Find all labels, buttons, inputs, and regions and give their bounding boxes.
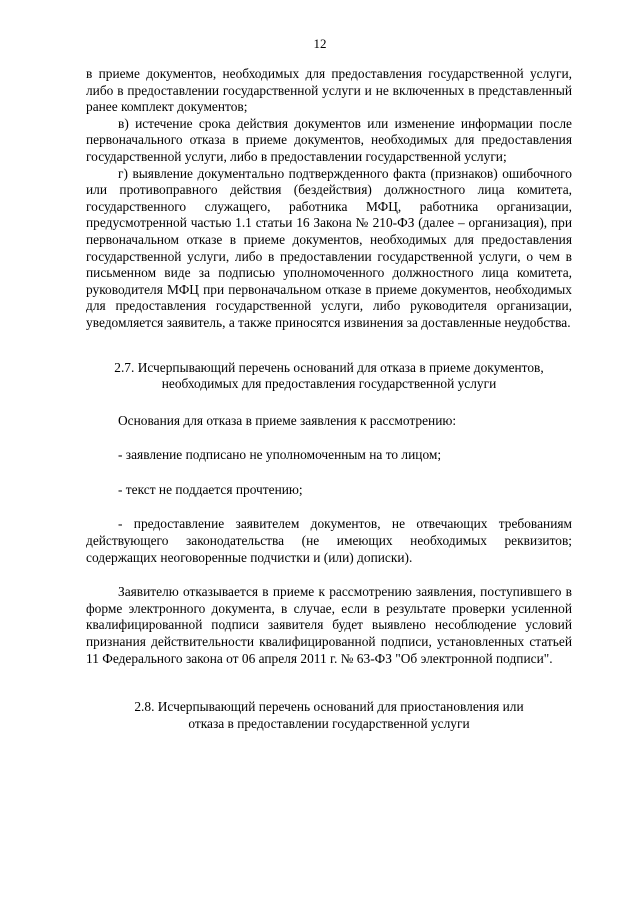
document-body <box>86 66 572 732</box>
section-2-8-title: 2.8. Исчерпывающий перечень оснований для приостановления или отказа в предоставлении государственной услуги <box>134 699 524 731</box>
section-2-7-title: 2.7. Исчерпывающий перечень оснований для отказа в приеме документов, необходимых для предоставления государственной услуги <box>114 359 544 392</box>
list-item-invalid-documents: - предоставление заявителем документов, не отвечающих требованиям действующего законодательства (не имеющих необходимых реквизитов; содержащих неоговоренные подчистки и (или) дописки). <box>86 516 572 565</box>
list-item-unreadable-text: - текст не поддается прочтению; <box>118 481 303 497</box>
section-2-7-electronic-refusal: Заявителю отказывается в приеме к рассмотрению заявления, поступившего в форме электронного документа, в случае, если в результате проверки усиленной квалифицированной подписи заявителя будет выявлено несоблюдение условий признания действительности квалифицированной подписи, установленных статьей 11 Федерального закона от 06 апреля 2011 г. № 63-ФЗ "Об электронной подписи". <box>86 584 572 666</box>
paragraph-item-v: в) истечение срока действия документов или изменение информации после первоначального отказа в приеме документов, необходимых для предоставления государственной услуги, либо в предоставлении государственной услуги; <box>86 115 572 164</box>
page-number: 12 <box>313 36 327 51</box>
list-item-unauthorized-signature: - заявление подписано не уполномоченным на то лицом; <box>118 447 442 463</box>
section-2-7-intro: Основания для отказа в приеме заявления к рассмотрению: <box>118 412 457 428</box>
paragraph-item-g: г) выявление документально подтвержденного факта (признаков) ошибочного или противоправного действия (бездействия) должностного лица комитета, государственного служащего, работника МФЦ, работника организации, предусмотренной частью 1.1 статьи 16 Закона № 210-ФЗ (далее – организация), при первоначальном отказе в приеме документов, необходимых для предоставления государственной услуги, либо в предоставлении государственной услуги, о чем в письменном виде за подписью уполномоченного должностного лица комитета, руководителя МФЦ при первоначальном отказе в приеме документов, необходимых для предоставления государственной услуги, либо руководителя организации, уведомляется заявитель, а также приносятся извинения за доставленные неудобства. <box>86 165 572 330</box>
paragraph-continuation: в приеме документов, необходимых для предоставления государственной услуги, либо в предоставлении государственной услуги и не включенных в представленный ранее комплект документов; <box>86 66 572 115</box>
